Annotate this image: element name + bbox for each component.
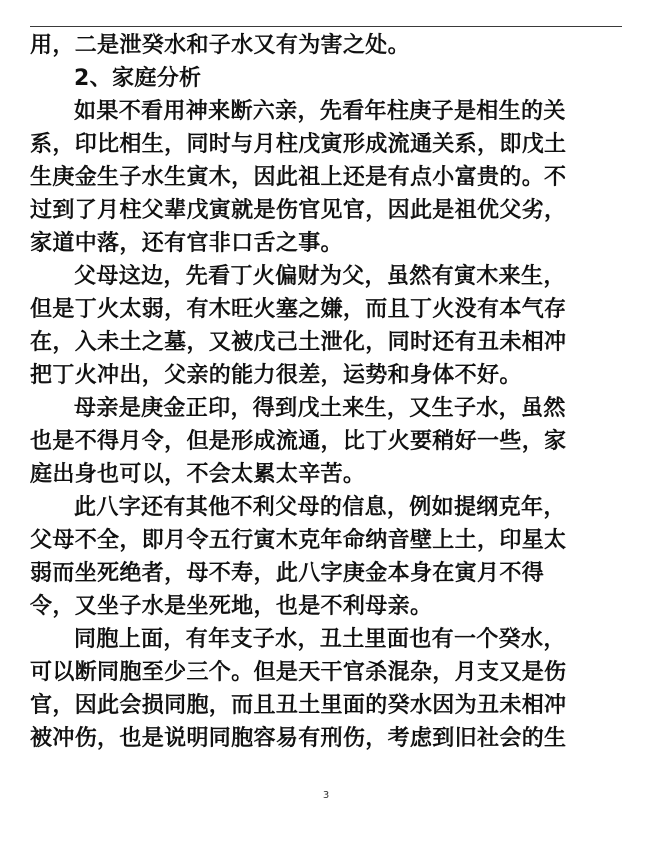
text-line: 同胞上面，有年支子水，丑土里面也有一个癸水， [74,627,566,652]
text-line: 系，印比相生，同时与月柱戊寅形成流通关系，即戊土 [30,132,567,157]
text-line: 被冲伤，也是说明同胞容易有刑伤，考虑到旧社会的生 [30,726,567,751]
text-line: 过到了月柱父辈戊寅就是伤官见官，因此是祖优父劣， [30,198,567,223]
text-line: 令，又坐子水是坐死地，也是不利母亲。 [30,594,433,619]
text-line: 也是不得月令，但是形成流通，比丁火要稍好一些，家 [30,429,567,454]
page-number: 3 [322,790,330,801]
text-line: 父母不全，即月令五行寅木克年命纳音壁上土，印星太 [30,528,567,553]
text-line: 用，二是泄癸水和子水又有为害之处。 [30,33,410,58]
text-line: 2、家庭分析 [74,66,202,91]
text-line: 如果不看用神来断六亲，先看年柱庚子是相生的关 [74,99,566,124]
text-line: 在，入未土之墓，又被戊己土泄化，同时还有丑未相冲 [30,330,567,355]
text-line: 此八字还有其他不利父母的信息，例如提纲克年， [74,495,566,520]
text-line: 但是丁火太弱，有木旺火塞之嫌，而且丁火没有本气存 [30,297,567,322]
text-line: 庭出身也可以，不会太累太辛苦。 [30,462,366,487]
text-line: 母亲是庚金正印，得到戊土来生，又生子水，虽然 [74,396,566,421]
text-line: 生庚金生子水生寅木，因此祖上还是有点小富贵的。不 [30,165,567,190]
body-text [30,29,622,755]
text-line: 官，因此会损同胞，而且丑土里面的癸水因为丑未相冲 [30,693,567,718]
text-line: 把丁火冲出，父亲的能力很差，运势和身体不好。 [30,363,522,388]
text-line: 父母这边，先看丁火偏财为父，虽然有寅木来生， [74,264,566,289]
text-line: 家道中落，还有官非口舌之事。 [30,231,343,256]
text-line: 弱而坐死绝者，母不寿，此八字庚金本身在寅月不得 [30,561,545,586]
text-line: 可以断同胞至少三个。但是天干官杀混杂，月支又是伤 [30,660,567,685]
header-rule [30,26,622,27]
